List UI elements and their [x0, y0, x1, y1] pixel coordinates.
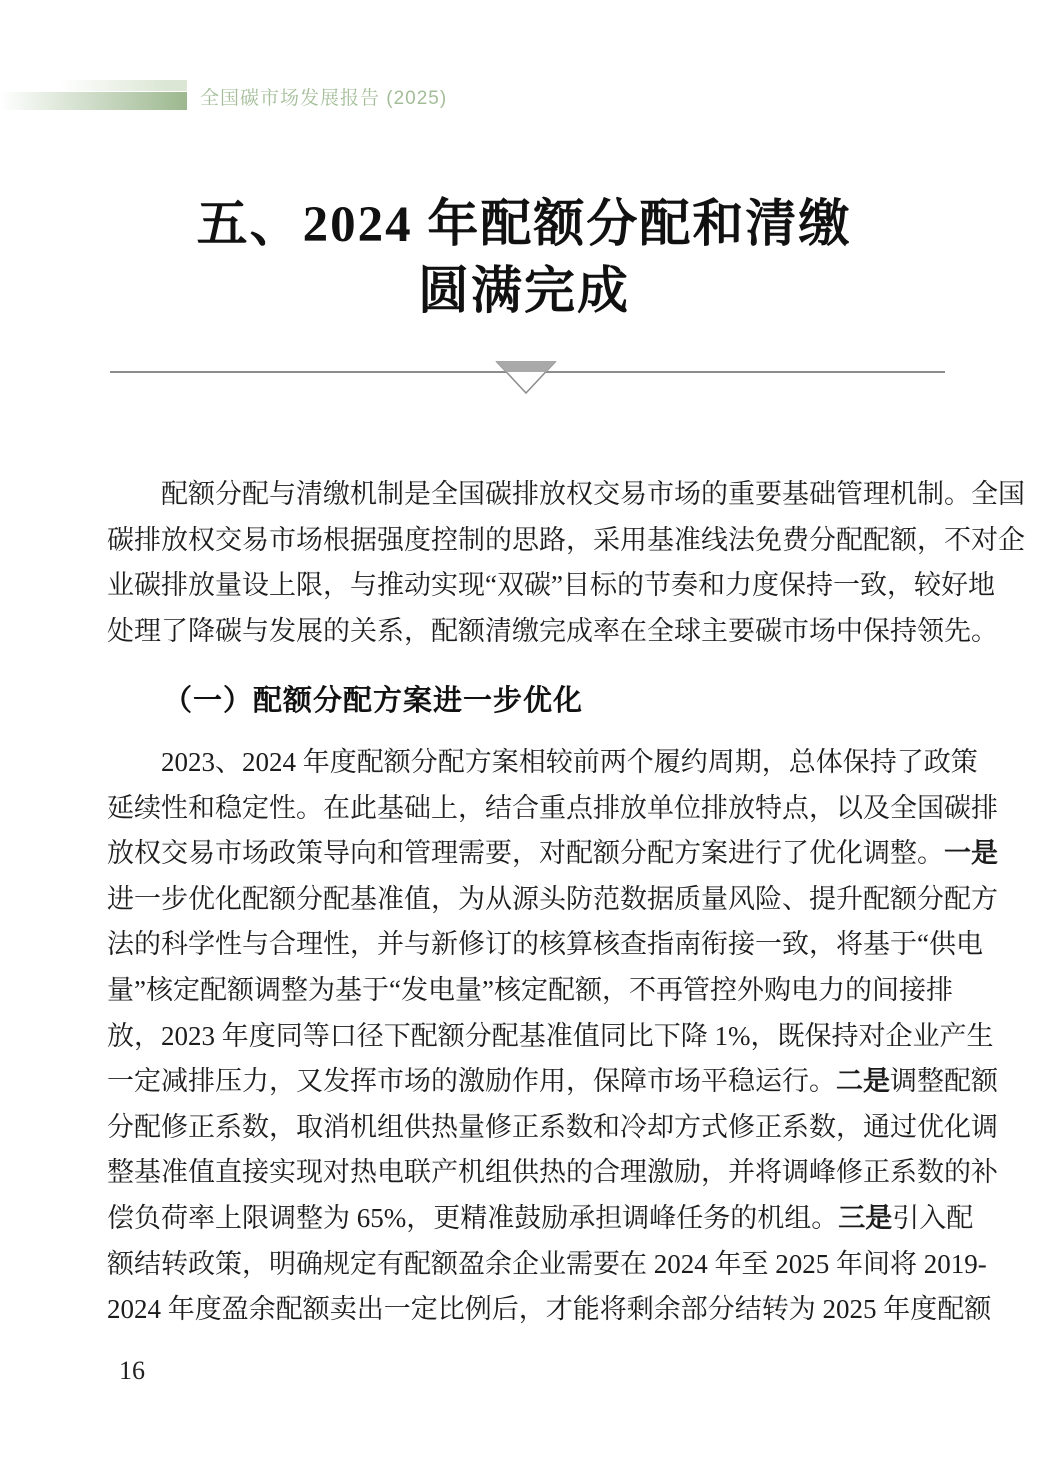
text-line: 配额分配与清缴机制是全国碳排放权交易市场的重要基础管理机制。全国	[161, 479, 1025, 509]
header-gradient-bar-light	[58, 80, 187, 91]
section-heading: （一）配额分配方案进一步优化	[163, 685, 584, 717]
text-line: 量”核定配额调整为基于“发电量”核定配额，不再管控外购电力的间接排	[107, 974, 953, 1005]
text-line: 额结转政策，明确规定有配额盈余企业需要在 2024 年至 2025 年间将 2019-	[107, 1248, 987, 1279]
text-line: 放权交易市场政策导向和管理需要，对配额分配方案进行了优化调整。一是	[107, 838, 998, 869]
text-line: 处理了降碳与发展的关系，配额清缴完成率在全球主要碳市场中保持领先。	[107, 615, 998, 646]
text-line: 进一步优化配额分配基准值，为从源头防范数据质量风险、提升配额分配方	[107, 883, 998, 914]
text-line: 整基准值直接实现对热电联产机组供热的合理激励，并将调峰修正系数的补	[107, 1157, 998, 1188]
text-line: 2024 年度盈余配额卖出一定比例后，才能将剩余部分结转为 2025 年度配额	[107, 1294, 992, 1325]
text-line: 偿负荷率上限调整为 65%，更精准鼓励承担调峰任务的机组。三是引入配	[107, 1202, 974, 1233]
page-number: 16	[119, 1356, 145, 1385]
section-divider	[0, 350, 1048, 410]
text-line: 一定减排压力，又发挥市场的激励作用，保障市场平稳运行。二是调整配额	[107, 1066, 998, 1097]
text-line: 碳排放权交易市场根据强度控制的思路，采用基准线法免费分配配额，不对企	[107, 524, 1025, 555]
text-line: 分配修正系数，取消机组供热量修正系数和冷却方式修正系数，通过优化调	[107, 1111, 998, 1142]
running-header-title: 全国碳市场发展报告 (2025)	[200, 88, 448, 109]
header-gradient-bar	[0, 92, 187, 110]
chapter-title-line-2: 圆满完成	[417, 264, 630, 320]
text-line: 业碳排放量设上限，与推动实现“双碳”目标的节奏和力度保持一致，较好地	[107, 570, 995, 601]
intro-paragraph	[107, 472, 1025, 654]
text-line: 延续性和稳定性。在此基础上，结合重点排放单位排放特点，以及全国碳排	[107, 792, 998, 823]
chapter-title-line-1: 五、2024 年配额分配和清缴	[196, 197, 852, 253]
chapter-title	[0, 192, 1048, 326]
text-line: 2023、2024 年度配额分配方案相较前两个履约周期，总体保持了政策	[161, 747, 978, 777]
body-paragraph	[107, 740, 998, 1333]
text-line: 法的科学性与合理性，并与新修订的核算核查指南衔接一致，将基于“供电	[107, 929, 983, 960]
divider-triangle-fill-icon	[497, 362, 555, 372]
text-line: 放，2023 年度同等口径下配额分配基准值同比下降 1%，既保持对企业产生	[107, 1020, 994, 1051]
